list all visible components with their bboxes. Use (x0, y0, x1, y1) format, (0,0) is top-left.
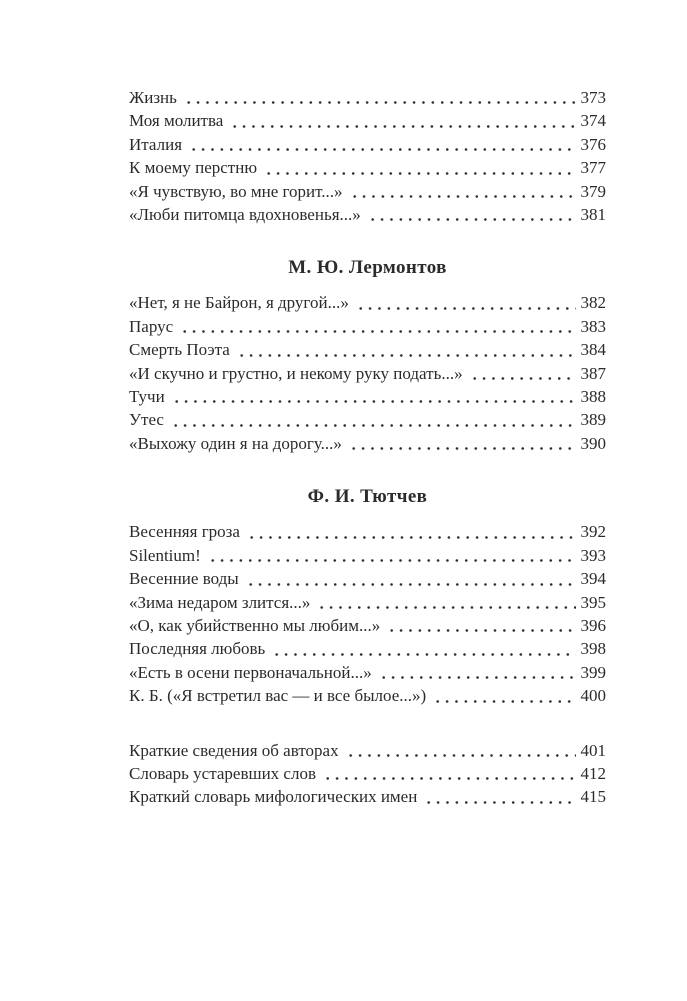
dot-leader (424, 785, 575, 808)
dot-leader (189, 133, 575, 156)
toc-entry-title: «Я чувствую, во мне горит...» (129, 181, 343, 201)
dot-leader (237, 338, 576, 361)
author-heading: М. Ю. Лермонтов (288, 257, 447, 279)
toc-entry-page: 392 (580, 522, 606, 542)
toc-entry-title: Смерть Поэта (129, 340, 230, 360)
toc-entry-title: Последняя любовь (129, 639, 266, 659)
dot-leader (208, 544, 576, 567)
toc-section (129, 86, 606, 226)
toc-entry-title: «Зима недаром злится...» (129, 592, 311, 612)
toc-entry (129, 684, 606, 707)
dot-leader (317, 591, 575, 614)
toc-section (129, 485, 606, 707)
toc-entry (129, 362, 606, 385)
toc-entry-page: 393 (580, 545, 606, 565)
toc-entry-title: «И скучно и грустно, и некому руку подать...» (129, 363, 463, 383)
toc-entry (129, 156, 606, 179)
toc-entry-title: Италия (129, 134, 183, 154)
toc-entry-title: «Нет, я не Байрон, я другой...» (129, 293, 349, 313)
toc-entry-page: 399 (580, 662, 606, 682)
dot-leader (172, 385, 576, 408)
toc-entry-page: 395 (580, 592, 606, 612)
toc-entry-title: Весенняя гроза (129, 522, 240, 542)
toc-entry-page: 377 (580, 158, 606, 178)
dot-leader (346, 739, 576, 762)
toc-entry-title: «Есть в осени первоначальной...» (129, 662, 372, 682)
toc-entry (129, 567, 606, 590)
toc-entry-title: Тучи (129, 387, 165, 407)
dot-leader (349, 432, 576, 455)
toc-entry (129, 661, 606, 684)
toc-entry-title: Утес (129, 410, 164, 430)
author-heading: Ф. И. Тютчев (307, 486, 428, 508)
toc-entry-page: 387 (580, 363, 606, 383)
dot-leader (356, 291, 576, 314)
toc-entry-title: К моему перстню (129, 158, 258, 178)
toc-entry-page: 389 (580, 410, 606, 430)
toc-entry (129, 180, 606, 203)
toc-entry (129, 315, 606, 338)
table-of-contents (129, 86, 606, 809)
toc-section-backmatter (129, 739, 606, 809)
toc-entry-page: 401 (580, 740, 606, 760)
toc-entry-title: «Люби питомца вдохновенья...» (129, 205, 361, 225)
toc-entry-page: 415 (580, 787, 606, 807)
dot-leader (171, 408, 576, 431)
toc-entry-title: Парус (129, 316, 174, 336)
toc-entry (129, 614, 606, 637)
toc-entry (129, 591, 606, 614)
toc-entry (129, 785, 606, 808)
toc-entry-page: 381 (580, 205, 606, 225)
toc-entry-page: 396 (580, 615, 606, 635)
toc-section (129, 256, 606, 455)
dot-leader (350, 180, 576, 203)
toc-entry-page: 376 (580, 134, 606, 154)
dot-leader (264, 156, 575, 179)
dot-leader (379, 661, 576, 684)
toc-entry-page: 374 (580, 111, 606, 131)
toc-entry (129, 520, 606, 543)
toc-entry-title: Жизнь (129, 88, 177, 107)
dot-leader (180, 315, 575, 338)
toc-entry (129, 203, 606, 226)
toc-entry (129, 385, 606, 408)
dot-leader (387, 614, 575, 637)
toc-entry-page: 398 (580, 639, 606, 659)
toc-entry-page: 400 (580, 686, 606, 706)
dot-leader (247, 520, 576, 543)
toc-entry-title: Моя молитва (129, 111, 224, 131)
toc-entry-page: 394 (580, 569, 606, 589)
toc-entry (129, 338, 606, 361)
toc-entry (129, 637, 606, 660)
toc-entry (129, 544, 606, 567)
dot-leader (230, 109, 575, 132)
toc-entry-title: Краткий словарь мифологических имен (129, 787, 418, 807)
toc-entry (129, 762, 606, 785)
dot-leader (368, 203, 576, 226)
toc-entry-title: «Выхожу один я на дорогу...» (129, 433, 342, 453)
toc-entry-page: 388 (580, 387, 606, 407)
toc-entry-title: Словарь устаревших слов (129, 763, 316, 783)
toc-entry-title: К. Б. («Я встретил вас — и все былое...») (129, 686, 427, 706)
toc-entry-title: Весенние воды (129, 569, 239, 589)
toc-entry-page: 383 (580, 316, 606, 336)
toc-entry (129, 291, 606, 314)
toc-entry (129, 408, 606, 431)
dot-leader (246, 567, 576, 590)
dot-leader (470, 362, 576, 385)
dot-leader (323, 762, 576, 785)
toc-entry-title: Краткие сведения об авторах (129, 740, 339, 760)
toc-entry-title: Silentium! (129, 545, 201, 565)
toc-entry-page: 373 (580, 88, 606, 107)
toc-entry-page: 384 (580, 340, 606, 360)
toc-entry (129, 739, 606, 762)
toc-entry-page: 379 (580, 181, 606, 201)
toc-entry-page: 382 (580, 293, 606, 313)
dot-leader (272, 637, 575, 660)
toc-entry-title: «О, как убийственно мы любим...» (129, 615, 381, 635)
toc-entry (129, 133, 606, 156)
toc-entry-page: 390 (580, 433, 606, 453)
dot-leader (433, 684, 575, 707)
toc-entry (129, 432, 606, 455)
toc-entry (129, 109, 606, 132)
dot-leader (184, 86, 576, 109)
toc-entry (129, 86, 606, 109)
toc-entry-page: 412 (580, 763, 606, 783)
